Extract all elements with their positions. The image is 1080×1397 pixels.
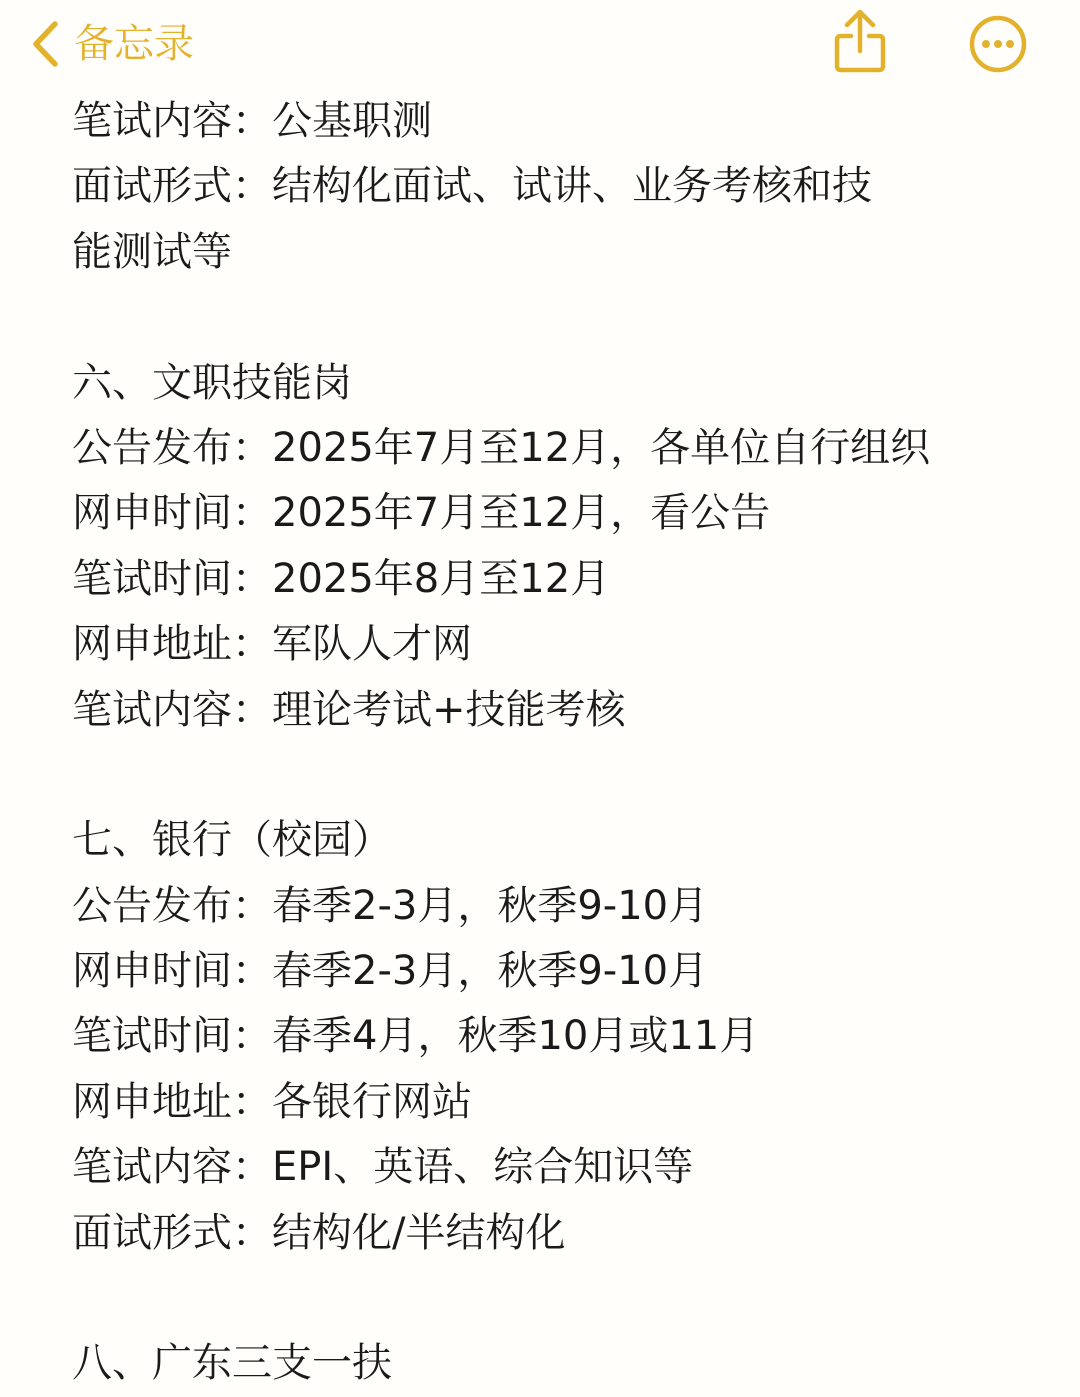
section-heading: 七、银行（校园）: [72, 817, 392, 864]
note-body[interactable]: [72, 89, 1022, 1397]
chevron-left-icon: [30, 20, 60, 68]
note-line: 公告发布：2025年7月至12月，各单位自行组织: [72, 424, 931, 471]
blank-line: [72, 743, 1022, 808]
navigation-bar: [0, 0, 1080, 95]
note-line: 公告发布：春季2-3月，秋季9-10月: [72, 882, 709, 929]
note-line: 网申时间：春季2-3月，秋季9-10月: [72, 948, 709, 995]
note-line: 网申时间：2025年7月至12月，看公告: [72, 490, 771, 537]
blank-line: [72, 285, 1022, 350]
note-line: 笔试内容：理论考试+技能考核: [72, 686, 626, 733]
back-button[interactable]: [30, 14, 194, 74]
section-heading: 六、文职技能岗: [72, 359, 352, 406]
note-line: 网申地址：各银行网站: [72, 1078, 472, 1125]
share-icon[interactable]: [832, 8, 888, 74]
blank-line: [72, 1266, 1022, 1331]
note-line: 能测试等: [72, 228, 232, 275]
note-line: 面试形式：结构化面试、试讲、业务考核和技: [72, 163, 872, 210]
section-heading: 八、广东三支一扶: [72, 1340, 392, 1387]
note-line: 笔试时间：春季4月，秋季10月或11月: [72, 1013, 760, 1060]
note-line: 网申地址：军队人才网: [72, 621, 472, 668]
back-label: 备忘录: [74, 21, 194, 67]
note-line: 笔试内容：EPI、英语、综合知识等: [72, 1144, 694, 1191]
note-line: 笔试内容：公基职测: [72, 98, 432, 144]
note-line: 面试形式：结构化/半结构化: [72, 1209, 566, 1256]
note-line: 笔试时间：2025年8月至12月: [72, 555, 611, 602]
more-icon[interactable]: [968, 14, 1028, 74]
